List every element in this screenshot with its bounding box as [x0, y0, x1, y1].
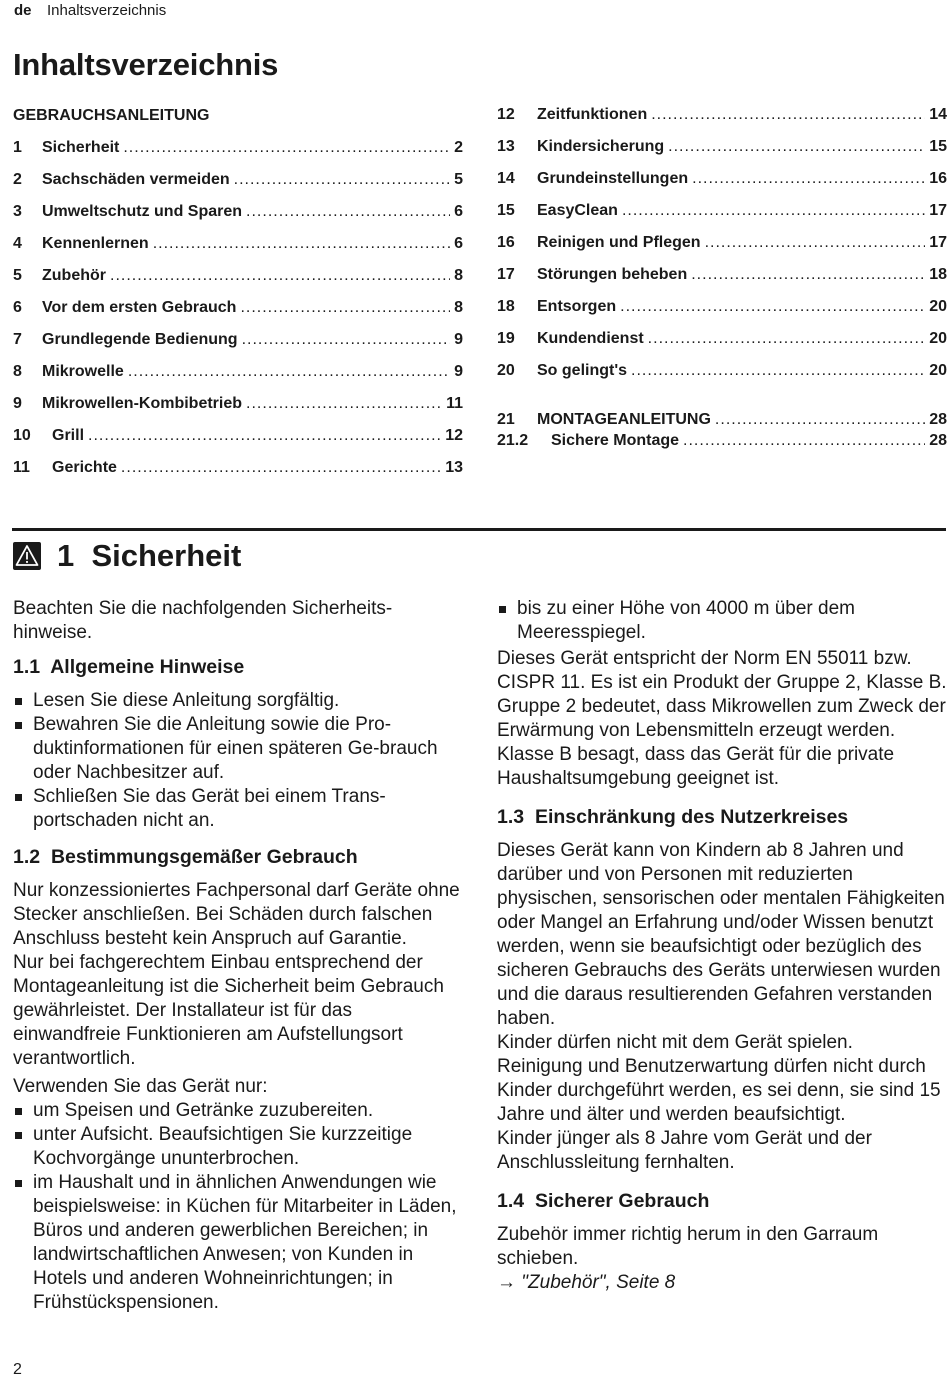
toc-entry[interactable] — [13, 171, 463, 189]
toc-leader-dots — [705, 234, 926, 252]
toc-entry-label: Zeitfunktionen — [537, 106, 648, 123]
toc-entry-page: 28 — [929, 411, 947, 428]
paragraph: Kinder jünger als 8 Jahre vom Gerät und der Anschlussleitung fernhalten. — [497, 1128, 872, 1173]
toc-entry-number: 3 — [13, 203, 22, 220]
toc-entry[interactable] — [497, 202, 947, 220]
paragraph: Nur konzessioniertes Fachpersonal darf Geräte ohne Stecker anschließen. Bei Schäden durch falschen Anschluss besteht kein Anspruch auf Garantie. — [13, 880, 460, 949]
toc-entry-page: 15 — [929, 138, 947, 155]
page-title: Inhaltsverzeichnis — [13, 47, 279, 82]
toc-entry-label: Umweltschutz und Sparen — [42, 203, 243, 220]
toc-leader-dots — [123, 139, 450, 157]
running-header-title: Inhaltsverzeichnis — [47, 2, 167, 19]
list-item: Schließen Sie das Gerät bei einem Trans-portschaden nicht an. — [13, 785, 463, 833]
toc-entry-page: 18 — [929, 266, 947, 283]
toc-entry-number: 7 — [13, 331, 22, 348]
body-left-column — [13, 597, 463, 1315]
toc-entry[interactable] — [497, 298, 947, 316]
toc-entry-label: Grundeinstellungen — [537, 170, 689, 187]
toc-entry-label: Kundendienst — [537, 330, 644, 347]
toc-leader-dots — [715, 411, 925, 429]
toc-leader-dots — [692, 170, 925, 188]
toc-leader-dots — [153, 235, 450, 253]
toc-entry-number: 21.2 — [497, 432, 529, 449]
warning-triangle-icon-graphic — [13, 542, 41, 570]
toc-entry-number: 10 — [13, 427, 31, 444]
toc-entry-page: 17 — [929, 202, 947, 219]
toc-entry-label: Reinigen und Pflegen — [537, 234, 701, 251]
toc-leader-dots — [246, 395, 442, 413]
toc-entry-page: 9 — [454, 363, 463, 380]
toc-leader-dots — [683, 432, 925, 450]
usage-list — [13, 1099, 463, 1315]
toc-entry-page: 6 — [454, 203, 463, 220]
toc-entry-label: Zubehör — [42, 267, 106, 284]
toc-leader-dots — [240, 299, 450, 317]
list-item: bis zu einer Höhe von 4000 m über dem Meeresspiegel. — [497, 597, 947, 645]
toc-entry-page: 8 — [454, 299, 463, 316]
toc-entry[interactable] — [497, 138, 947, 156]
subsection-title-1-3: 1.3 Einschränkung des Nutzerkreises — [497, 806, 849, 828]
section-divider — [12, 528, 946, 531]
paragraph: Reinigung und Benutzerwartung dürfen nicht durch Kinder durchgeführt werden, es sei denn, sie sind 15 Jahre und älter und werden beaufsichtigt. — [497, 1056, 941, 1125]
toc-entry-number: 5 — [13, 267, 22, 284]
toc-entry-page: 13 — [445, 459, 463, 476]
toc-entry-label: Sichere Montage — [551, 432, 680, 449]
toc-entry[interactable] — [13, 267, 463, 285]
subsection-title-1-4: 1.4 Sicherer Gebrauch — [497, 1190, 710, 1212]
toc-entry-page: 20 — [929, 298, 947, 315]
toc-leader-dots — [234, 171, 450, 189]
paragraph: Dieses Gerät kann von Kindern ab 8 Jahren und darüber und von Personen mit reduzierten physischen, sensorischen oder mentalen Fähigkeiten oder Mangel an Erfahrung und/oder Wissen benutzt werden, wenn sie beaufsichtigt oder bezüglich des sicheren Gebrauchs des Geräts unterwiesen wurden und die daraus resultierenden Gefahren verstanden haben. — [497, 840, 945, 1029]
section-title: 1 Sicherheit — [57, 538, 242, 573]
warning-triangle-icon — [13, 542, 41, 570]
toc-entry-number: 11 — [13, 459, 30, 476]
toc-entry-label: Kindersicherung — [537, 138, 665, 155]
toc-entry[interactable] — [13, 139, 463, 157]
toc-entry-page: 6 — [454, 235, 463, 252]
toc-entry-page: 14 — [929, 106, 947, 123]
toc-entry-page: 16 — [929, 170, 947, 187]
toc-entry[interactable] — [13, 331, 463, 349]
toc-entry-label: Grundlegende Bedienung — [42, 331, 238, 348]
toc-leader-dots — [121, 459, 441, 477]
list-item: Lesen Sie diese Anleitung sorgfältig. — [13, 689, 463, 713]
toc-entry-number: 14 — [497, 170, 515, 187]
page-number: 2 — [13, 1361, 22, 1378]
body-right-column — [497, 597, 947, 1295]
toc-entry-label: Sachschäden vermeiden — [42, 171, 230, 188]
toc-entry-number: 2 — [13, 171, 22, 188]
toc-entry-page: 17 — [929, 234, 947, 251]
toc-entry[interactable] — [497, 432, 947, 450]
toc-entry-number: 12 — [497, 106, 515, 123]
toc-entry-page: 20 — [929, 330, 947, 347]
paragraph: Kinder dürfen nicht mit dem Gerät spielen. — [497, 1032, 853, 1053]
list-item: unter Aufsicht. Beaufsichtigen Sie kurzzeitige Kochvorgänge ununterbrochen. — [13, 1123, 463, 1171]
paragraph: Verwenden Sie das Gerät nur: — [13, 1076, 268, 1097]
toc-entry-page: 5 — [454, 171, 463, 188]
list-item: Bewahren Sie die Anleitung sowie die Pro-duktinformationen für einen späteren Ge-brauch oder Nachbesitzer auf. — [13, 713, 463, 785]
toc-leader-dots — [631, 362, 925, 380]
toc-entry[interactable] — [497, 266, 947, 284]
toc-leader-dots — [691, 266, 925, 284]
toc-entry-number: 17 — [497, 266, 515, 283]
toc-entry[interactable] — [13, 235, 463, 253]
intro-paragraph: Beachten Sie die nachfolgenden Sicherheits-hinweise. — [13, 598, 393, 643]
toc-entry[interactable] — [13, 459, 463, 477]
toc-entry[interactable] — [497, 362, 947, 380]
toc-entry-label: MONTAGEANLEITUNG — [537, 411, 711, 428]
toc-leader-dots — [88, 427, 441, 445]
paragraph: Nur bei fachgerechtem Einbau entsprechend der Montageanleitung ist die Sicherheit beim Gebrauch gewährleistet. Der Installateur ist für das einwandfreie Funktionieren am Aufstellungsort verantwortlich. — [13, 952, 444, 1069]
toc-entry-number: 20 — [497, 362, 515, 379]
toc-entry-number: 15 — [497, 202, 515, 219]
toc-leader-dots — [668, 138, 925, 156]
toc-leader-dots — [651, 106, 925, 124]
toc-entry-page: 11 — [446, 395, 463, 412]
toc-entry-number: 13 — [497, 138, 515, 155]
toc-entry-label: Gerichte — [52, 459, 117, 476]
toc-entry[interactable] — [497, 106, 947, 124]
toc-entry-number: 21 — [497, 411, 515, 428]
toc-entry[interactable] — [13, 299, 463, 317]
toc-leader-dots — [648, 330, 926, 348]
language-code: de — [14, 2, 32, 19]
toc-entry-label: EasyClean — [537, 202, 618, 219]
toc-entry-page: 20 — [929, 362, 947, 379]
toc-leader-dots — [110, 267, 450, 285]
subsection-title-1-2: 1.2 Bestimmungsgemäßer Gebrauch — [13, 846, 358, 868]
toc-leader-dots — [622, 202, 925, 220]
toc-entry[interactable] — [13, 363, 463, 381]
toc-entry[interactable] — [13, 395, 463, 413]
toc-entry-page: 28 — [929, 432, 947, 449]
toc-entry-page: 9 — [454, 331, 463, 348]
toc-leader-dots — [620, 298, 925, 316]
toc-entry-number: 8 — [13, 363, 22, 380]
toc-entry[interactable] — [13, 203, 463, 221]
list-item: im Haushalt und in ähnlichen Anwendungen wie beispielsweise: in Küchen für Mitarbeiter in Läden, Büros und anderen gewerblichen Bereichen; in landwirtschaftlichen Anwesen; von Kunden in Hotels und anderen Wohneinrichtungen; in Frühstückspensionen. — [13, 1171, 463, 1315]
toc-entry-page: 2 — [454, 139, 463, 156]
toc-entry-number: 16 — [497, 234, 515, 251]
toc-entry-label: Vor dem ersten Gebrauch — [42, 299, 237, 316]
toc-entry-label: Kennenlernen — [42, 235, 149, 252]
cross-reference-link[interactable]: → "Zubehör", Seite 8 — [497, 1272, 676, 1293]
toc-entry-number: 6 — [13, 299, 22, 316]
toc-entry[interactable] — [497, 234, 947, 252]
toc-entry-label: So gelingt's — [537, 362, 628, 379]
toc-leader-dots — [242, 331, 451, 349]
toc-entry[interactable] — [497, 170, 947, 188]
toc-entry-label: Grill — [52, 427, 85, 444]
list-item: um Speisen und Getränke zuzubereiten. — [13, 1099, 463, 1123]
subsection-title-1-1: 1.1 Allgemeine Hinweise — [13, 656, 245, 678]
toc-entry-number: 9 — [13, 395, 22, 412]
toc-entry-number: 4 — [13, 235, 22, 252]
toc-entry-label: Entsorgen — [537, 298, 617, 315]
toc-entry-label: Mikrowellen-Kombibetrieb — [42, 395, 243, 412]
toc-leader-dots — [128, 363, 450, 381]
toc-section-heading: GEBRAUCHSANLEITUNG — [13, 107, 210, 124]
toc-entry-page: 8 — [454, 267, 463, 284]
toc-entry-page: 12 — [445, 427, 463, 444]
general-notes-list — [13, 689, 463, 833]
toc-entry-label: Störungen beheben — [537, 266, 688, 283]
toc-entry[interactable] — [13, 427, 463, 445]
toc-entry-number: 19 — [497, 330, 515, 347]
toc-entry-number: 18 — [497, 298, 515, 315]
toc-entry-label: Sicherheit — [42, 139, 120, 156]
toc-entry[interactable] — [497, 411, 947, 429]
paragraph: Dieses Gerät entspricht der Norm EN 55011 bzw. CISPR 11. Es ist ein Produkt der Gruppe 2, Klasse B. Gruppe 2 bedeutet, dass Mikrowellen zum Zweck der Erwärmung von Lebensmitteln erzeugt werden. Klasse B besagt, dass das Gerät für die private Haushaltsumgebung geeignet ist. — [497, 648, 947, 789]
toc-entry-number: 1 — [13, 139, 22, 156]
paragraph: Zubehör immer richtig herum in den Garraum schieben. — [497, 1224, 879, 1269]
usage-list-continued — [497, 597, 947, 645]
toc-leader-dots — [246, 203, 450, 221]
toc-entry[interactable] — [497, 330, 947, 348]
toc-entry-label: Mikrowelle — [42, 363, 124, 380]
